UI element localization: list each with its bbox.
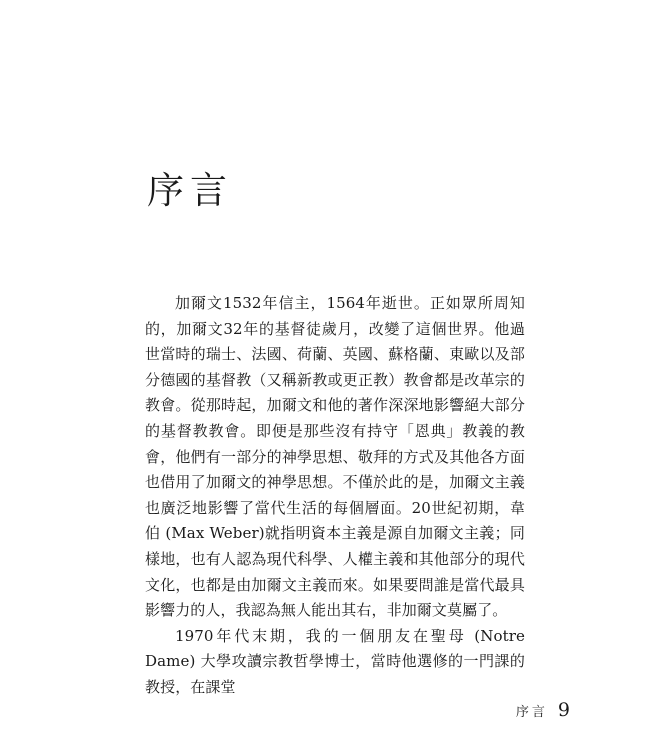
page-footer [516, 699, 570, 721]
chapter-title: 序言 [147, 169, 233, 212]
paragraph: 1970年代末期，我的一個朋友在聖母 (Notre Dame) 大學攻讀宗教哲學博士，當時他選修的一門課的教授，在課堂 [145, 626, 525, 696]
page-number: 9 [557, 699, 570, 721]
running-head: 序言 [515, 705, 548, 720]
body-text [145, 291, 525, 701]
paragraph: 加爾文1532年信主，1564年逝世。正如眾所周知的，加爾文32年的基督徒歲月，改變了這個世界。他過世當時的瑞士、法國、荷蘭、英國、蘇格蘭、東歐以及部分德國的基督教（又稱新教或更正教）教會都是改革宗的教會。從那時起，加爾文和他的著作深深地影響絕大部分的基督教教會。即便是那些沒有持守「恩典」教義的教會，他們有一部分的神學思想、敬拜的方式及其他各方面也借用了加爾文的神學思想。不僅於此的是，加爾文主義也廣泛地影響了當代生活的每個層面。20世紀初期，韋伯 (Max Weber)就指明資本主義是源自加爾文主義；同樣地，也有人認為現代科學、人權主義和其他部分的現代文化，也都是由加爾文主義而來。如果要問誰是當代最具影響力的人，我認為無人能出其右，非加爾文莫屬了。 [145, 294, 525, 620]
